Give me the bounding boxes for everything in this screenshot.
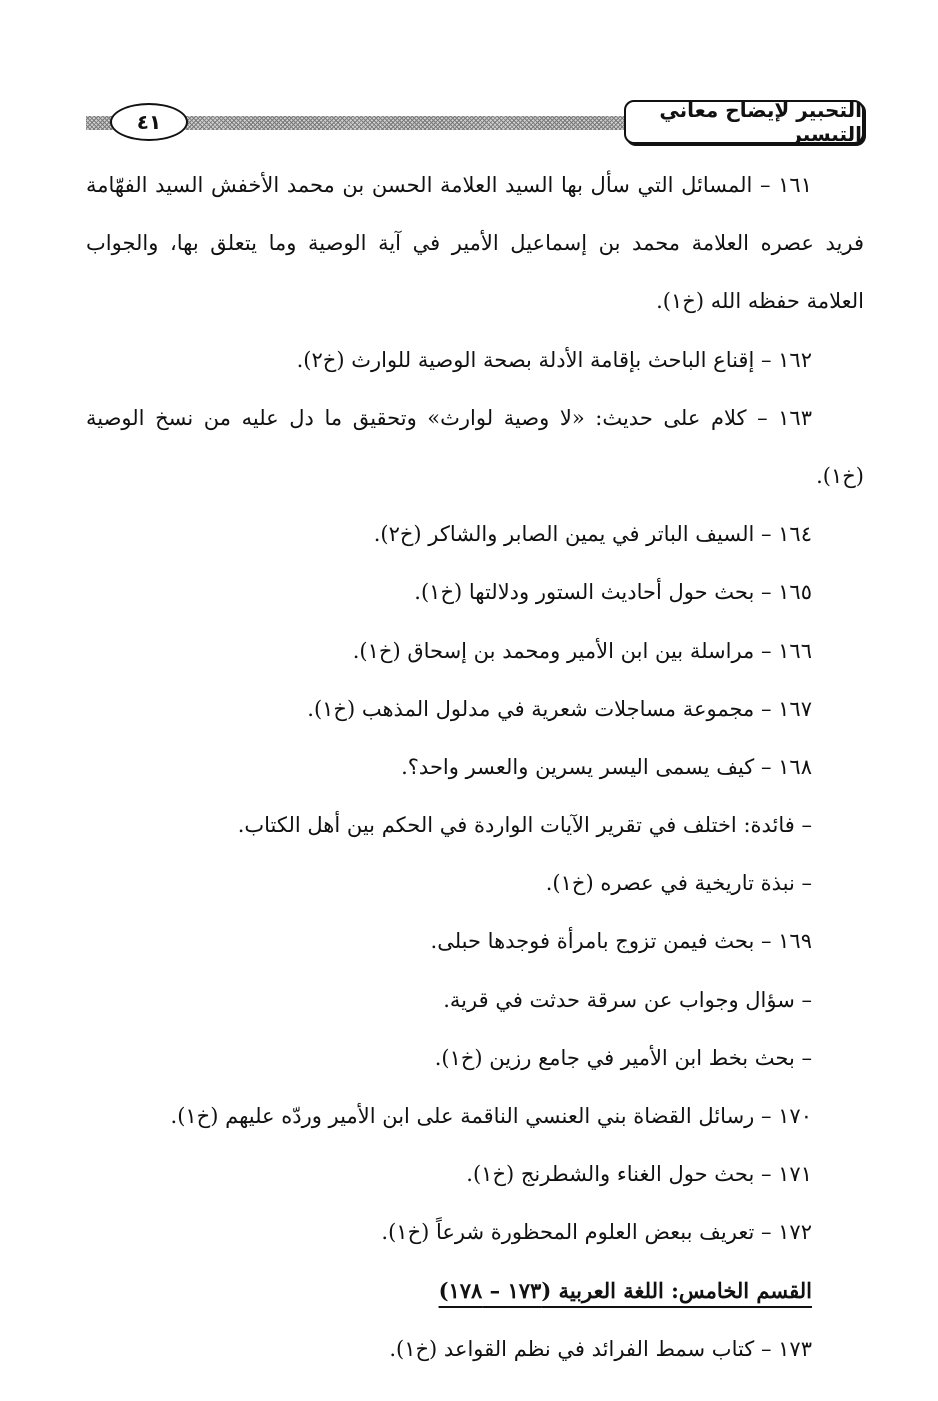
entry-161-line-3: العلامة حفظه الله (خ١). (656, 289, 864, 314)
entry-165: ١٦٥ – بحث حول أحاديث الستور ودلالتها (خ١). (414, 580, 812, 605)
section-heading (86, 1262, 864, 1320)
entry-164: ١٦٤ – السيف الباتر في يمين الصابر والشاكر (خ٢). (373, 522, 812, 547)
entry-169: ١٦٩ – بحث فيمن تزوج بامرأة فوجدها حبلى. (430, 929, 812, 954)
sub-entry-bahth: – بحث بخط ابن الأمير في جامع رزين (خ١). (434, 1045, 812, 1070)
entry-161-line-1: ١٦١ – المسائل التي سأل بها السيد العلامة الحسن بن محمد الأخفش السيد الفهّامة (86, 173, 812, 197)
entry-163-line-1: ١٦٣ – كلام على حديث: «لا وصية لوارث» وتحقيق ما دل عليه من نسخ الوصية (86, 405, 812, 430)
sub-entry-nubdha: – نبذة تاريخية في عصره (خ١). (545, 871, 812, 896)
entry-161-line-2: فريد عصره العلامة محمد بن إسماعيل الأمير في آية الوصية وما يتعلق بها، والجواب (86, 231, 864, 256)
sub-entry-sual: – سؤال وجواب عن سرقة حدثت في قرية. (443, 987, 812, 1012)
page-body (86, 156, 864, 1378)
entry-168: ١٦٨ – كيف يسمى اليسر يسرين والعسر واحد؟. (401, 754, 812, 779)
page-number: ٤١ (110, 103, 188, 141)
entry-167: ١٦٧ – مجموعة مساجلات شعرية في مدلول المذهب (خ١). (307, 696, 812, 721)
entry-163-line-2: (خ١). (816, 463, 864, 488)
section-heading-text: القسم الخامس: اللغة العربية (١٧٣ – ١٧٨) (438, 1277, 812, 1303)
running-book-title: التحبير لإيضاح معاني التيسير (624, 100, 864, 144)
entry-172: ١٧٢ – تعريف ببعض العلوم المحظورة شرعاً (خ١). (381, 1220, 812, 1245)
entry-171: ١٧١ – بحث حول الغناء والشطرنج (خ١). (466, 1162, 812, 1187)
entry-166: ١٦٦ – مراسلة بين ابن الأمير ومحمد بن إسحاق (خ١). (352, 638, 812, 663)
page-header (86, 100, 864, 154)
entry-170: ١٧٠ – رسائل القضاة بني العنسي الناقمة على ابن الأمير وردّه عليهم (خ١). (170, 1104, 812, 1128)
entry-162: ١٦٢ – إقناع الباحث بإقامة الأدلة بصحة الوصية للوارث (خ٢). (296, 347, 812, 372)
sub-entry-faida: – فائدة: اختلف في تقرير الآيات الواردة في الحكم بين أهل الكتاب. (237, 813, 812, 838)
entry-173: ١٧٣ – كتاب سمط الفرائد في نظم القواعد (خ١). (389, 1336, 812, 1361)
